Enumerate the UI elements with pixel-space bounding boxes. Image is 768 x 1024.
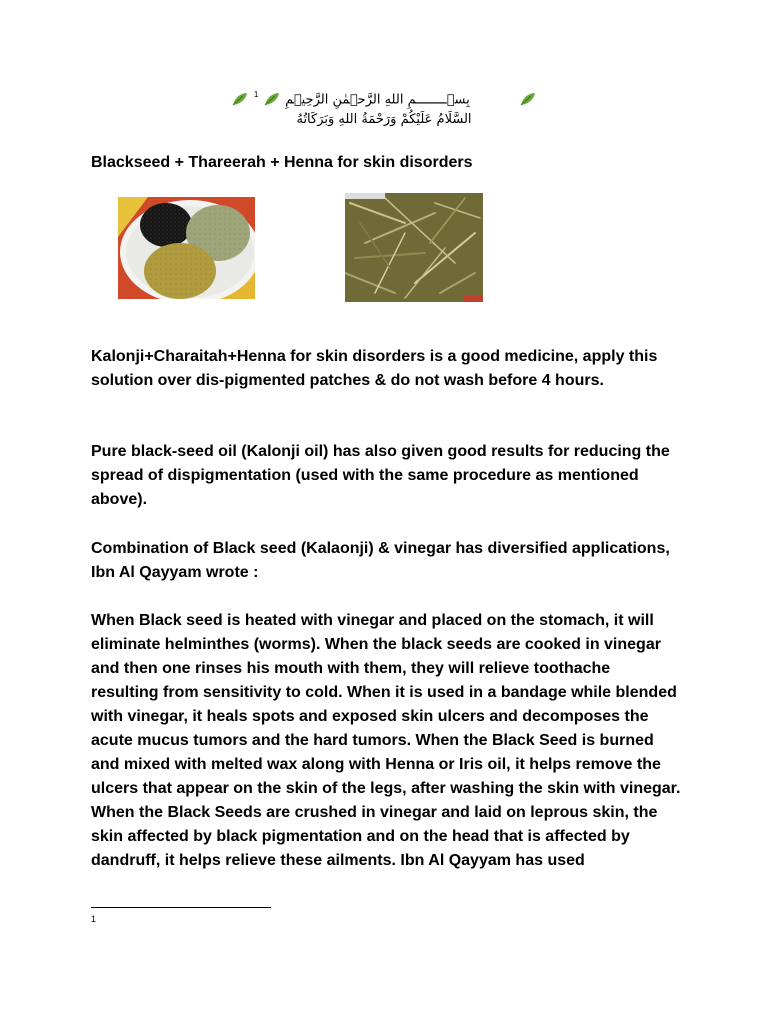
dried-herb-image	[345, 193, 483, 302]
paragraph-blackseed-oil: Pure black-seed oil (Kalonji oil) has also given good results for reducing the spread of dispigmentation (used with the same procedure as mentioned above).	[91, 443, 670, 508]
page-title: Blackseed + Thareerah + Henna for skin disorders	[91, 154, 473, 171]
leaf-icon	[231, 91, 249, 107]
footnote-separator	[91, 907, 271, 908]
paragraph-kalonji-charaitah: Kalonji+Charaitah+Henna for skin disorders is a good medicine, apply this solution over dis-pigmented patches & do not wash before 4 hours.	[91, 348, 658, 389]
leaf-icon	[519, 91, 537, 107]
salam-text: السَّلَامُ عَلَيْكُمْ وَرَحْمَةُ اللهِ وَبَرَكَاتُهُ	[296, 112, 472, 127]
salam-header	[0, 110, 768, 132]
powders-plate-image	[118, 197, 255, 299]
paragraph-ibn-al-qayyam-quote: When Black seed is heated with vinegar and placed on the stomach, it will eliminate helminthes (worms). When the black seeds are cooked in vinegar and then one rinses his mouth with them, they will relieve toothache resulting from sensitivity to cold. When it is used in a bandage while blended with vinegar, it heals spots and exposed skin ulcers and decomposes the acute mucus tumors and the hard tumors. When the Black Seed is burned and mixed with melted wax along with Henna or Iris oil, it helps remove the ulcers that appear on the skin of the legs, after washing the skin with vinegar. When the Black Seeds are crushed in vinegar and laid on leprous skin, the skin affected by black pigmentation and on the head that is affected by dandruff, it helps relieve these ailments. Ibn Al Qayyam has used	[91, 612, 681, 869]
leaf-icon	[263, 91, 281, 107]
footnote-number: 1	[91, 914, 97, 924]
bismillah-text: بِسۡــــــــمِ اللهِ الرَّحۡمٰنِ الرَّحِیۡمِ	[285, 92, 470, 108]
footnote-reference[interactable]: 1	[253, 90, 259, 99]
paragraph-vinegar-intro: Combination of Black seed (Kalaonji) & vinegar has diversified applications, Ibn Al Qayyam wrote :	[91, 540, 670, 581]
